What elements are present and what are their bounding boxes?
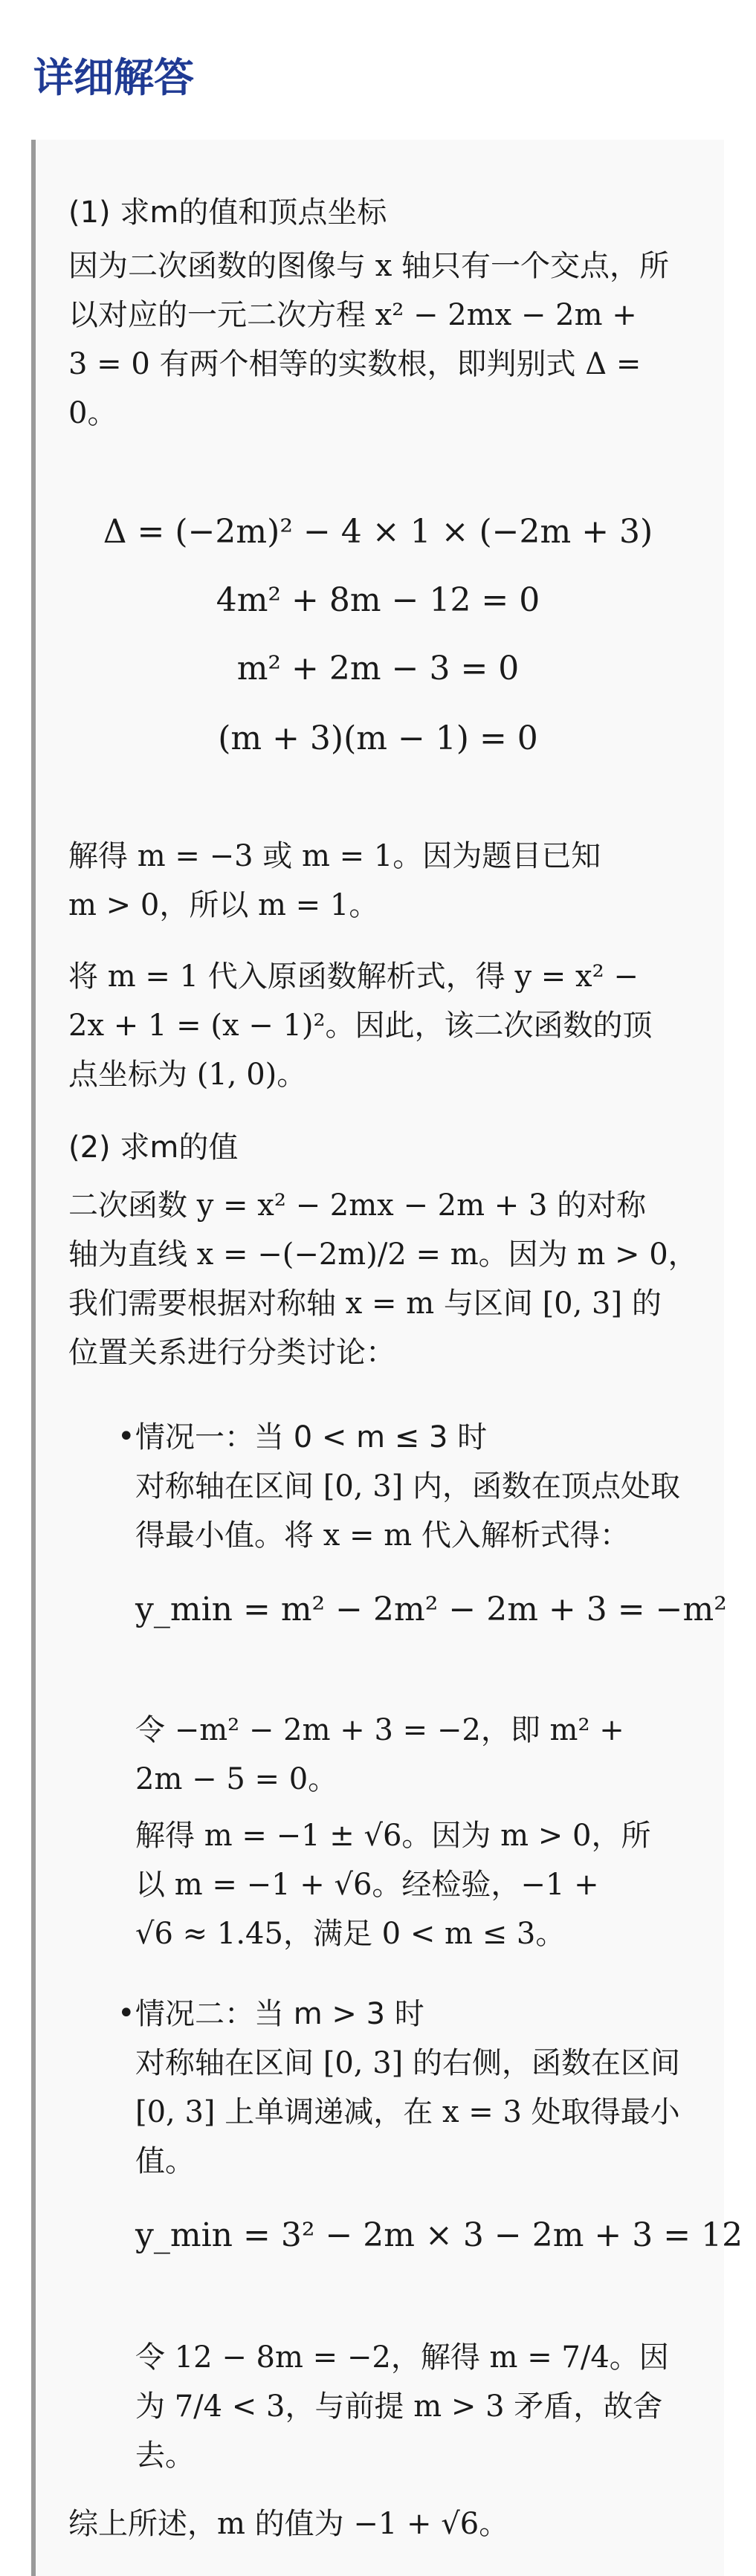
part2-heading: (2) 求m的值 [68,1130,239,1165]
vertex-line: 点坐标为 (1, 0)。 [68,1058,307,1092]
case1-bullet: • [117,1420,135,1454]
case2-bullet: • [117,1996,135,2030]
part1-heading: (1) 求m的值和顶点坐标 [68,195,387,230]
conclusion: 综上所述，m 的值为 −1 + √6。 [68,2507,509,2541]
page-title: 详细解答 [33,54,194,101]
part2-intro-line: 我们需要根据对称轴 x = m 与区间 [0, 3] 的 [68,1287,662,1321]
vertex-line: 将 m = 1 代入原函数解析式，得 y = x² − [68,959,639,994]
case2-title: 情况二：当 m > 3 时 [135,1997,424,2031]
equation: 4m² + 8m − 12 = 0 [216,581,540,619]
part2-intro-line: 位置关系进行分类讨论： [68,1336,395,1370]
case1-after-line: 2m − 5 = 0。 [135,1762,338,1796]
part1-line: 3 = 0 有两个相等的实数根，即判别式 Δ = [68,347,642,381]
case2-line: 值。 [135,2144,195,2178]
case1-after-line: 令 −m² − 2m + 3 = −2，即 m² + [135,1713,624,1747]
solve-line: 解得 m = −3 或 m = 1。因为题目已知 [68,839,601,873]
case1-title: 情况一：当 0 < m ≤ 3 时 [135,1420,488,1454]
equation: (m + 3)(m − 1) = 0 [218,719,538,757]
part2-intro-line: 二次函数 y = x² − 2mx − 2m + 3 的对称 [68,1188,647,1223]
part1-line: 以对应的一元二次方程 x² − 2mx − 2m + [68,298,637,332]
solve-line: m > 0，所以 m = 1。 [68,888,379,922]
part2-intro-line: 轴为直线 x = −(−2m)/2 = m。因为 m > 0， [68,1237,698,1272]
case2-after-line: 令 12 − 8m = −2，解得 m = 7/4。因 [135,2340,669,2375]
case2-line: [0, 3] 上单调递减，在 x = 3 处取得最小 [135,2095,680,2129]
case1-after-line: √6 ≈ 1.45，满足 0 < m ≤ 3。 [135,1917,566,1951]
equation: m² + 2m − 3 = 0 [236,650,520,687]
vertex-line: 2x + 1 = (x − 1)²。因此，该二次函数的顶 [68,1009,653,1043]
case1-after-line: 解得 m = −1 ± √6。因为 m > 0，所 [135,1819,651,1853]
case1-line: 得最小值。将 x = m 代入解析式得： [135,1518,630,1553]
equation-discriminant: Δ = (−2m)² − 4 × 1 × (−2m + 3) [103,513,653,551]
case2-line: 对称轴在区间 [0, 3] 的右侧，函数在区间 [135,2046,680,2080]
case1-after-line: 以 m = −1 + √6。经检验，−1 + [135,1868,599,1902]
part1-line: 0。 [68,396,117,430]
case2-after-line: 为 7/4 < 3，与前提 m > 3 矛盾，故舍 [135,2389,663,2424]
case1-line: 对称轴在区间 [0, 3] 内，函数在顶点处取 [135,1469,680,1504]
case2-after-line: 去。 [135,2439,195,2473]
case1-equation: y_min = m² − 2m² − 2m + 3 = −m² [135,1590,727,1628]
case2-equation: y_min = 3² − 2m × 3 − 2m + 3 = 12 [135,2216,743,2254]
part1-line: 因为二次函数的图像与 x 轴只有一个交点，所 [68,249,669,283]
